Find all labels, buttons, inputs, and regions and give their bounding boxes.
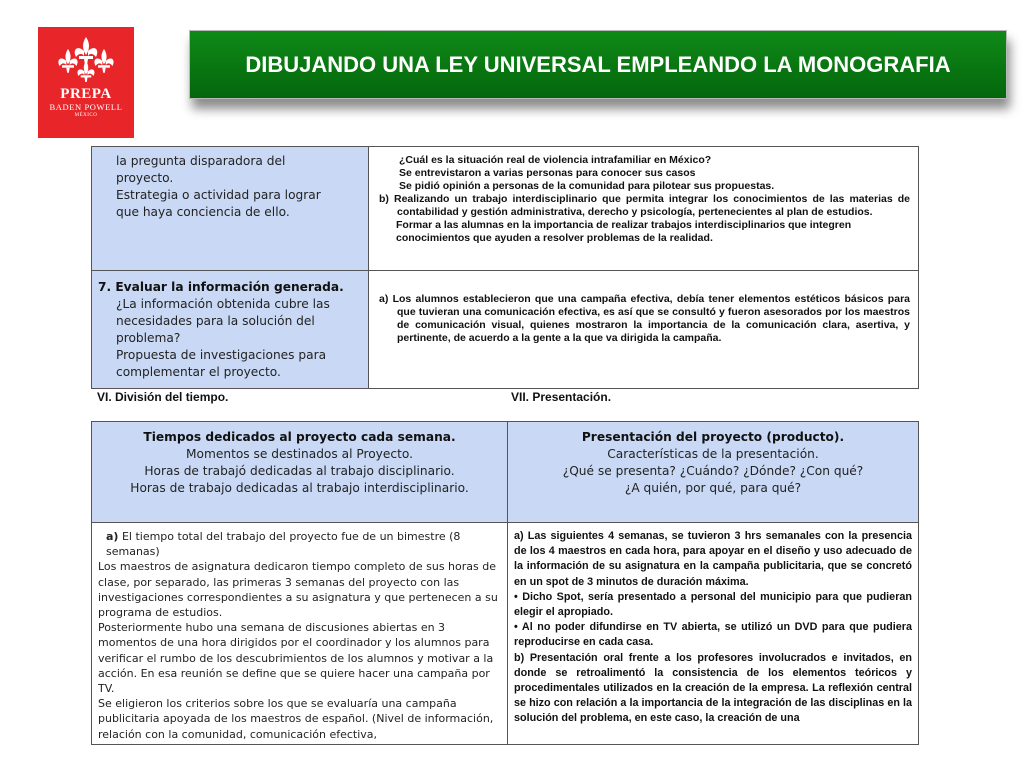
- bottom-table: [91, 421, 919, 745]
- section-vi-heading: VI. División del tiempo.: [97, 390, 229, 404]
- bottom-left-body-text: [98, 529, 499, 741]
- bottom-left-body-cell: [92, 523, 508, 745]
- top-row1-right-cell: [369, 147, 919, 271]
- top-row2-left-cell: [92, 271, 369, 389]
- top-row2-left-line: Propuesta de investigaciones para: [116, 348, 327, 362]
- bottom-left-body-first: El tiempo total del trabajo del proyecto fue de un bimestre (8 semanas): [106, 530, 461, 559]
- top-table-row-2: [92, 271, 919, 389]
- top-row1-left-line: proyecto.: [116, 171, 174, 185]
- top-row1-right-text: [379, 154, 910, 245]
- bottom-right-header-line: ¿Qué se presenta? ¿Cuándo? ¿Dónde? ¿Con qué?: [562, 464, 864, 478]
- bottom-right-body-text: [514, 529, 912, 741]
- top-row1-left-line: que haya conciencia de ello.: [116, 205, 290, 219]
- top-row1-right-line: Formar a las alumnas en la importancia de realizar trabajos interdisciplinarios que integren conocimientos que ayuden a resolver problemas de la realidad.: [396, 219, 852, 244]
- title-banner: [189, 30, 1007, 99]
- logo-line-3: MÉXICO: [74, 113, 98, 118]
- top-row2-right-text: a) Los alumnos establecieron que una campaña efectiva, debía tener elementos estéticos básicos para que tuvieran una comunicación efectiva, es así que se consultó y fueron asesorados por los maestros de comunicación visual, quienes mostraron la importancia de la comunicación clara, asertiva, y pertinente, de acuerdo a la gente a la que va dirigida la campaña.: [379, 293, 910, 344]
- school-logo: [38, 27, 134, 138]
- top-row1-right-line: ¿Cuál es la situación real de violencia intrafamiliar en México?: [399, 154, 712, 166]
- bottom-left-body-para: Se eligieron los criterios sobre los que se evaluaría una campaña publicitaria apoyada de los maestros de español. (Nivel de información, relación con la comunidad, comunicación efectiva,: [98, 697, 494, 741]
- page-title: DIBUJANDO UNA LEY UNIVERSAL EMPLEANDO LA MONOGRAFIA: [245, 51, 951, 77]
- bottom-right-body-cell: [508, 523, 919, 745]
- bottom-right-body-para: • Dicho Spot, sería presentado a personal del municipio para que pudieran elegir el apropiado.: [514, 590, 912, 619]
- section-vii-heading: VII. Presentación.: [511, 390, 612, 404]
- top-row1-right-line: Se entrevistaron a varias personas para conocer sus casos: [399, 167, 696, 179]
- bottom-left-body-para: Posteriormente hubo una semana de discusiones abiertas en 3 momentos de una hora dirigidos por el coordinador y los alumnos para verificar el rumbo de los descubrimientos de los alumnos y motivar a la acción. En esa reunión se define que se quiere hacer una campaña por TV.: [98, 621, 494, 696]
- top-row1-right-line: Se pidió opinión a personas de la comunidad para pilotear sus propuestas.: [399, 180, 775, 192]
- bottom-table-header-row: [92, 422, 919, 523]
- bottom-left-header-title: Tiempos dedicados al proyecto cada semana.: [143, 430, 456, 444]
- bottom-right-header-title: Presentación del proyecto (producto).: [581, 430, 845, 444]
- top-row1-left-line: Estrategia o actividad para lograr: [116, 188, 321, 202]
- top-row2-left-line: problema?: [116, 331, 181, 345]
- bottom-right-header-text: [512, 429, 914, 497]
- bottom-right-header-line: ¿A quién, por qué, para qué?: [624, 481, 802, 495]
- logo-line-2: BADEN POWELL: [49, 102, 123, 112]
- bottom-right-body-para: a) Las siguientes 4 semanas, se tuvieron 3 hrs semanales con la presencia de los 4 maestros en cada hora, para apoyar en el diseño y uso adecuado de la información de su asignatura en la campaña publicitaria, que se concretó en un spot de 3 minutos de duración máxima.: [514, 530, 912, 588]
- top-row1-right-line: b) Realizando un trabajo interdisciplinario que permita integrar los conocimientos de las materias de contabilidad y gestión administrativa, derecho y psicología, pertenecientes al plan de estudios.: [379, 193, 910, 218]
- top-row2-left-line: necesidades para la solución del: [116, 314, 315, 328]
- bottom-left-header-text: [96, 429, 503, 497]
- bottom-left-body-label: a): [106, 530, 119, 543]
- bottom-left-header-line: Horas de trabajo dedicadas al trabajo interdisciplinario.: [130, 481, 469, 495]
- bottom-right-body-para: • Al no poder difundirse en TV abierta, se utilizó un DVD para que pudiera reproducirse en cada casa.: [514, 621, 912, 649]
- bottom-left-header-line: Horas de trabajó dedicadas al trabajo disciplinario.: [144, 464, 455, 478]
- top-table: [91, 146, 919, 389]
- top-row2-left-line: complementar el proyecto.: [116, 365, 281, 379]
- fleur-de-lis-icon: [55, 35, 117, 85]
- top-row2-left-line: ¿La información obtenida cubre las: [116, 297, 330, 311]
- bottom-left-body-para: Los maestros de asignatura dedicaron tiempo completo de sus horas de clase, por separado, las primeras 3 semanas del proyecto con las investigaciones correspondientes a su asignatura y que pertenecen a su programa de estudios.: [98, 560, 498, 620]
- bottom-right-header-line: Características de la presentación.: [607, 447, 819, 461]
- bottom-right-body-para: b) Presentación oral frente a los profesores involucrados e invitados, en donde se retroalimentó la consistencia de los elementos teóricos y procedimentales utilizados en la creación de la empresa. La reflexión central se hizo con relación a la importancia de la integración de las disciplinas en la solución del problema, en este caso, la creación de una: [514, 651, 912, 725]
- top-row1-left-text: [116, 153, 368, 221]
- bottom-left-header-line: Momentos se destinados al Proyecto.: [186, 447, 413, 461]
- logo-line-1: PREPA: [60, 86, 112, 102]
- top-table-row-1: [92, 147, 919, 271]
- top-row2-left-title: 7. Evaluar la información generada.: [98, 280, 344, 294]
- top-row1-left-line: la pregunta disparadora del: [116, 154, 286, 168]
- bottom-left-header-cell: [92, 422, 508, 523]
- bottom-right-header-cell: [508, 422, 919, 523]
- top-row2-left-text: [98, 279, 368, 381]
- bottom-table-body-row: [92, 523, 919, 745]
- top-row1-left-cell: [92, 147, 369, 271]
- top-row2-right-cell: [369, 271, 919, 389]
